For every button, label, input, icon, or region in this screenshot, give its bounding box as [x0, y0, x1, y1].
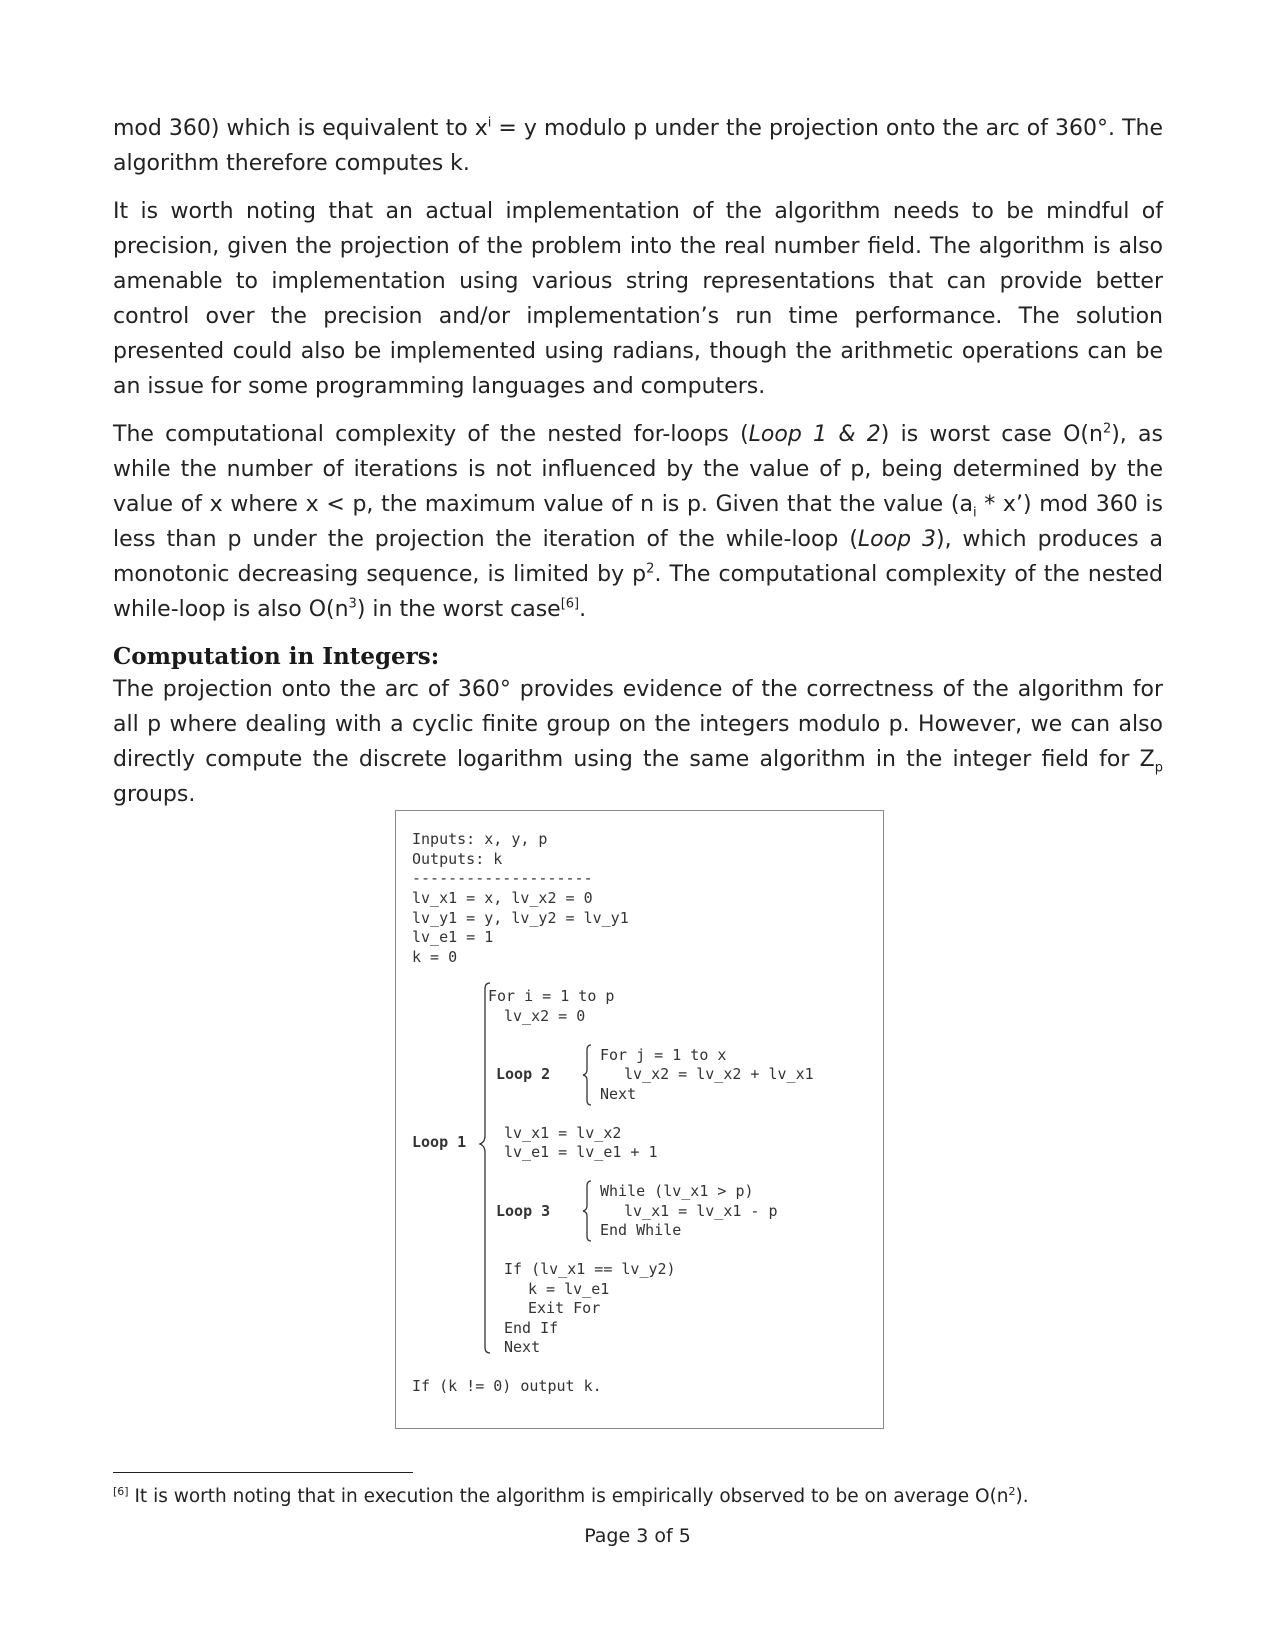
- paragraph-3: [113, 417, 1163, 627]
- code-header-line-1: Inputs: x, y, p: [412, 830, 548, 848]
- p3-emphasis-loops: Loop 1 & 2: [748, 422, 881, 447]
- page-number: Page 3 of 5: [584, 1525, 691, 1547]
- code-while: While (lv_x1 > p): [600, 1182, 754, 1200]
- loop-1-label: Loop 1: [412, 1133, 467, 1151]
- footnote-text-a: It is worth noting that in execution the algorithm is empirically observed to be on average O(n: [128, 1486, 1009, 1507]
- loop-3-brace: [579, 1180, 595, 1242]
- code-header-line-6: lv_e1 = 1: [412, 928, 494, 946]
- p4-text-a: The projection onto the arc of 360° provides evidence of the correctness of the algorithm for all p where dealing with a cyclic finite group on the integers modulo p. However, we can also directly compute the discrete logarithm using the same algorithm in the integer field for Z: [113, 677, 1163, 772]
- code-header-line-7: k = 0: [412, 948, 458, 966]
- code-for-i: For i = 1 to p: [488, 987, 615, 1005]
- code-k-assign: k = lv_e1: [528, 1279, 610, 1298]
- p3-text-c: ), as while the number of iterations is not influenced by the value of p, being determined by the value of x where x < p, the maximum value of n is p. Given that the value (a: [113, 422, 1163, 517]
- p3-text-g: ) in the worst case: [356, 597, 561, 622]
- p3-sup-2: 2: [646, 561, 655, 577]
- footnote-text-b: ).: [1015, 1486, 1029, 1507]
- code-header-line-4: lv_x1 = x, lv_x2 = 0: [412, 889, 593, 907]
- paragraph-4: [113, 672, 1163, 812]
- p3-text-d: * x’) mod 360 is less than p under the projection the iteration of the while-loop (: [113, 492, 1163, 552]
- pseudocode-figure: [395, 810, 884, 1429]
- code-separator: --------------------: [412, 869, 593, 887]
- p4-text-b: groups.: [113, 782, 196, 807]
- p3-text-b: ) is worst case O(n: [880, 422, 1103, 447]
- loop-2-label: Loop 2: [496, 1065, 551, 1083]
- p3-sup-3: 3: [348, 596, 357, 612]
- footnote-separator: [113, 1472, 413, 1473]
- code-header-line-2: Outputs: k: [412, 849, 503, 868]
- footnote-reference[interactable]: [6]: [560, 596, 580, 612]
- p1-text-a: mod 360) which is equivalent to x: [113, 116, 488, 141]
- p1-superscript: i: [487, 115, 492, 131]
- paragraph-2: It is worth noting that an actual implementation of the algorithm needs to be mindful of precision, given the projection of the problem into the real number field. The algorithm is also amenable to implementation using various string representations that can provide better control over the precision and/or implementation’s run time performance. The solution presented could also be implemented using radians, though the arithmetic operations can be an issue for some programming languages and computers.: [113, 199, 1163, 399]
- code-loop2-body: lv_x2 = lv_x2 + lv_x1: [624, 1065, 814, 1083]
- footnote-superscript: 2: [1008, 1484, 1016, 1498]
- p3-text-h: .: [579, 597, 587, 622]
- code-x2-reset: lv_x2 = 0: [504, 1006, 586, 1025]
- code-end-if: End If: [504, 1318, 559, 1337]
- code-header-line-5: lv_y1 = y, lv_y2 = lv_y1: [412, 908, 629, 927]
- code-final-output: If (k != 0) output k.: [412, 1377, 602, 1395]
- p4-subscript: p: [1154, 760, 1163, 776]
- loop-1-brace: [474, 982, 494, 1354]
- p3-text-e: ), which produces a monotonic decreasing sequence, is limited by p: [113, 527, 1163, 587]
- code-end-while: End While: [600, 1221, 682, 1239]
- paragraph-1: [113, 111, 1163, 181]
- loop-3-label: Loop 3: [496, 1201, 551, 1220]
- p3-sup-1: 2: [1102, 421, 1112, 437]
- p3-text-f: . The computational complexity of the nested while-loop is also O(n: [113, 562, 1163, 622]
- code-exit-for: Exit For: [528, 1299, 601, 1317]
- loop-2-brace: [579, 1044, 595, 1106]
- code-loop2-next: Next: [600, 1084, 637, 1103]
- p1-text-b: = y modulo p under the projection onto the arc of 360°. The algorithm therefore computes k.: [113, 116, 1163, 176]
- p3-emphasis-loop3: Loop 3: [857, 527, 937, 552]
- footnote: [113, 1484, 1029, 1510]
- code-loop3-body: lv_x1 = lv_x1 - p: [624, 1201, 778, 1220]
- code-if: If (lv_x1 == lv_y2): [504, 1260, 676, 1278]
- section-heading: Computation in Integers:: [113, 643, 440, 670]
- footnote-marker: [6]: [113, 1484, 129, 1498]
- code-for-j: For j = 1 to x: [600, 1045, 727, 1064]
- code-outer-next: Next: [504, 1338, 541, 1356]
- code-e1-increment: lv_e1 = lv_e1 + 1: [504, 1143, 658, 1161]
- code-x1-assign: lv_x1 = lv_x2: [504, 1123, 622, 1142]
- p3-text-a: The computational complexity of the nested for-loops (: [113, 422, 749, 447]
- p3-sub-1: i: [972, 505, 977, 521]
